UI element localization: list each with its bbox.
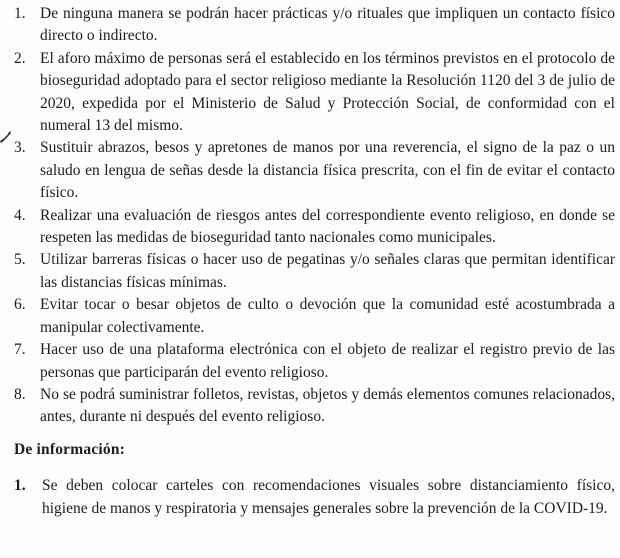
main-numbered-list xyxy=(14,3,615,429)
list-item xyxy=(14,137,615,204)
list-item xyxy=(14,384,615,429)
list-item-text: Se deben colocar carteles con recomendaciones visuales sobre distanciamiento físico, higiene de manos y respiratoria y mensajes generales sobre la prevención de la COVID-19. xyxy=(42,477,615,517)
list-item-text: Sustituir abrazos, besos y apretones de manos por una reverencia, el signo de la paz o un saludo en lengua de señas desde la distancia física prescrita, con el fin de evitar el contacto físico. xyxy=(40,139,615,202)
list-item-number: 5. xyxy=(14,251,26,269)
list-item-text: De ninguna manera se podrán hacer prácticas y/o rituales que impliquen un contacto físico directo o indirecto. xyxy=(40,5,615,45)
list-item xyxy=(14,475,615,520)
list-item xyxy=(14,3,615,48)
list-item-number: 1. xyxy=(14,477,26,495)
list-item-text: No se podrá suministrar folletos, revistas, objetos y demás elementos comunes relacionados, antes, durante ni después del evento religioso. xyxy=(40,385,615,426)
list-item xyxy=(14,205,615,250)
list-item xyxy=(14,249,615,294)
list-item-number: 2. xyxy=(14,49,26,67)
list-item xyxy=(14,48,615,138)
list-item-number: 8. xyxy=(14,385,26,403)
list-item-number: 7. xyxy=(14,341,26,359)
info-numbered-list xyxy=(14,475,615,520)
list-item xyxy=(14,294,615,339)
list-item-text: Realizar una evaluación de riesgos antes del correspondiente evento religioso, en donde se respeten las medidas de bioseguridad tanto nacionales como municipales. xyxy=(40,206,615,247)
list-item-text: Hacer uso de una plataforma electrónica con el objeto de realizar el registro previo de las personas que participarán del evento religioso. xyxy=(40,341,615,381)
pen-mark-artifact xyxy=(0,129,12,145)
list-item-number: 1. xyxy=(14,5,26,22)
list-item-number: 6. xyxy=(14,296,26,314)
list-item xyxy=(14,339,615,384)
list-item-text: Evitar tocar o besar objetos de culto o devoción que la comunidad esté acostumbrada a manipular colectivamente. xyxy=(40,296,615,336)
section-heading: De información: xyxy=(14,440,126,458)
list-item-text: El aforo máximo de personas será el establecido en los términos previstos en el protocolo de bioseguridad adoptado para el sector religioso mediante la Resolución 1120 del 3 de julio de 2020, expedida por el Ministerio de Salud y Protección Social, de conformidad con el numeral 13 del mismo. xyxy=(40,49,615,135)
list-item-number: 3. xyxy=(14,139,26,157)
list-item-text: Utilizar barreras físicas o hacer uso de pegatinas y/o señales claras que permitan identificar las distancias físicas mínimas. xyxy=(40,251,615,291)
list-item-number: 4. xyxy=(14,206,26,224)
